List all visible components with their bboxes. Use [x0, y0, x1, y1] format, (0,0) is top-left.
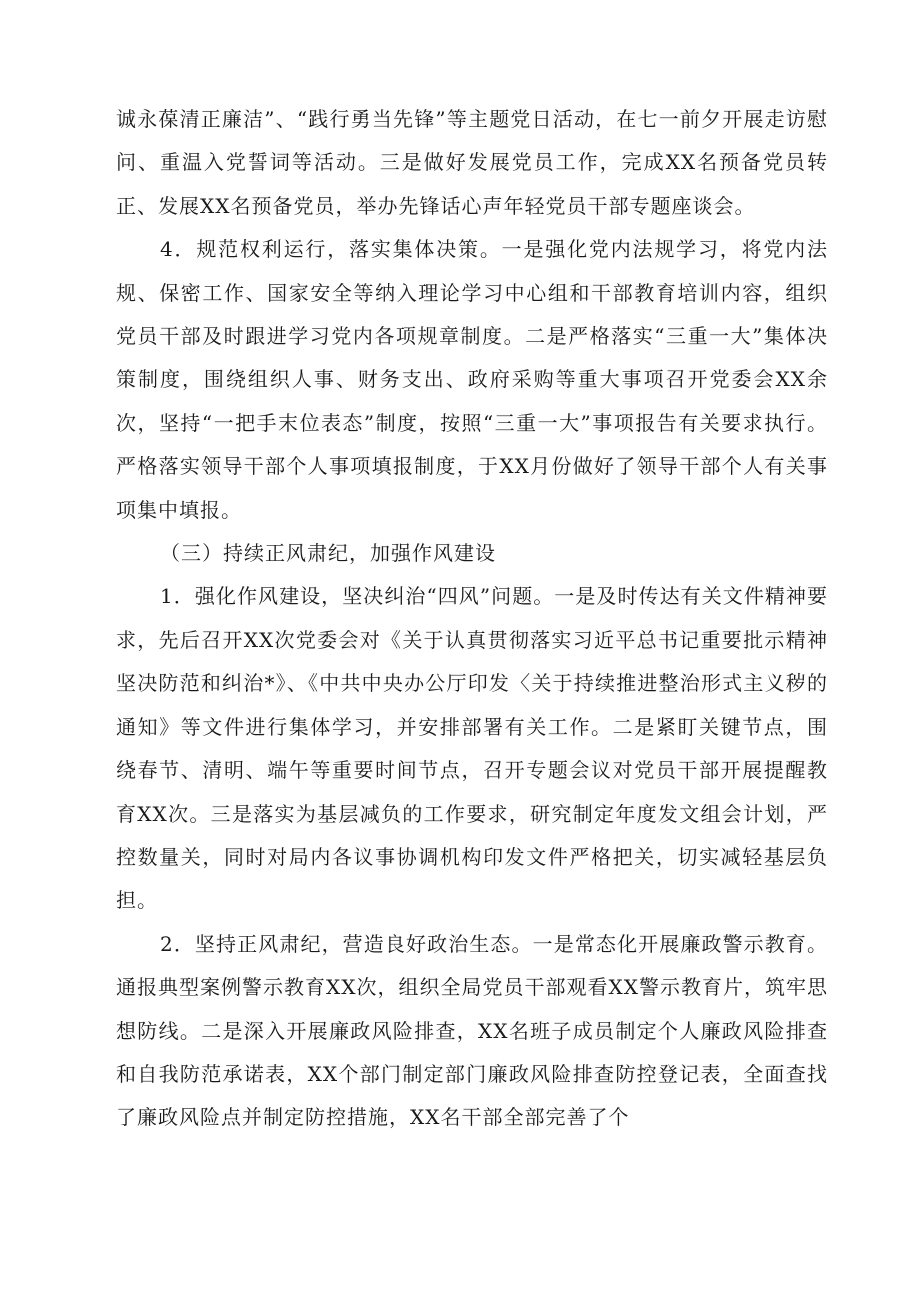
document-page [116, 98, 828, 1140]
paragraph-item-2: 2．坚持正风肃纪，营造良好政治生态。一是常态化开展廉政警示教育。通报典型案例警示教育XX次，组织全局党员干部观看XX警示教育片，筑牢思想防线。二是深入开展廉政风险排查，XX名班子成员制定个人廉政风险排查和自我防范承诺表，XX个部门制定部门廉政风险排查防控登记表，全面查找了廉政风险点并制定防控措施，XX名干部全部完善了个 [116, 931, 828, 1130]
paragraph-continuation: 诚永葆清正廉洁”、“践行勇当先锋”等主题党日活动，在七一前夕开展走访慰问、重温入党誓词等活动。三是做好发展党员工作，完成XX名预备党员转正、发展XX名预备党员，举办先锋话心声年轻党员干部专题座谈会。 [116, 107, 828, 218]
section-heading-3: （三）持续正风肃纪，加强作风建设 [160, 541, 496, 566]
paragraph-item-4: 4．规范权利运行，落实集体决策。一是强化党内法规学习，将党内法规、保密工作、国家安全等纳入理论学习中心组和干部教育培训内容，组织党员干部及时跟进学习党内各项规章制度。二是严格落实“三重一大”集体决策制度，围绕组织人事、财务支出、政府采购等重大事项召开党委会XX余次，坚持“一把手末位表态”制度，按照“三重一大”事项报告有关要求执行。严格落实领导干部个人事项填报制度，于XX月份做好了领导干部个人有关事项集中填报。 [116, 237, 828, 522]
paragraph-item-1: 1．强化作风建设，坚决纠治“四风”问题。一是及时传达有关文件精神要求，先后召开XX次党委会对《关于认真贯彻落实习近平总书记重要批示精神坚决防范和纠治*》、《中共中央办公厅印发〈关于持续推进整治形式主义秽的通知》等文件进行集体学习，并安排部署有关工作。二是紧盯关键节点，围绕春节、清明、端午等重要时间节点，召开专题会议对党员干部开展提醒教育XX次。三是落实为基层减负的工作要求，研究制定年度发文组会计划，严控数量关，同时对局内各议事协调机构印发文件严格把关，切实减轻基层负担。 [116, 584, 828, 913]
